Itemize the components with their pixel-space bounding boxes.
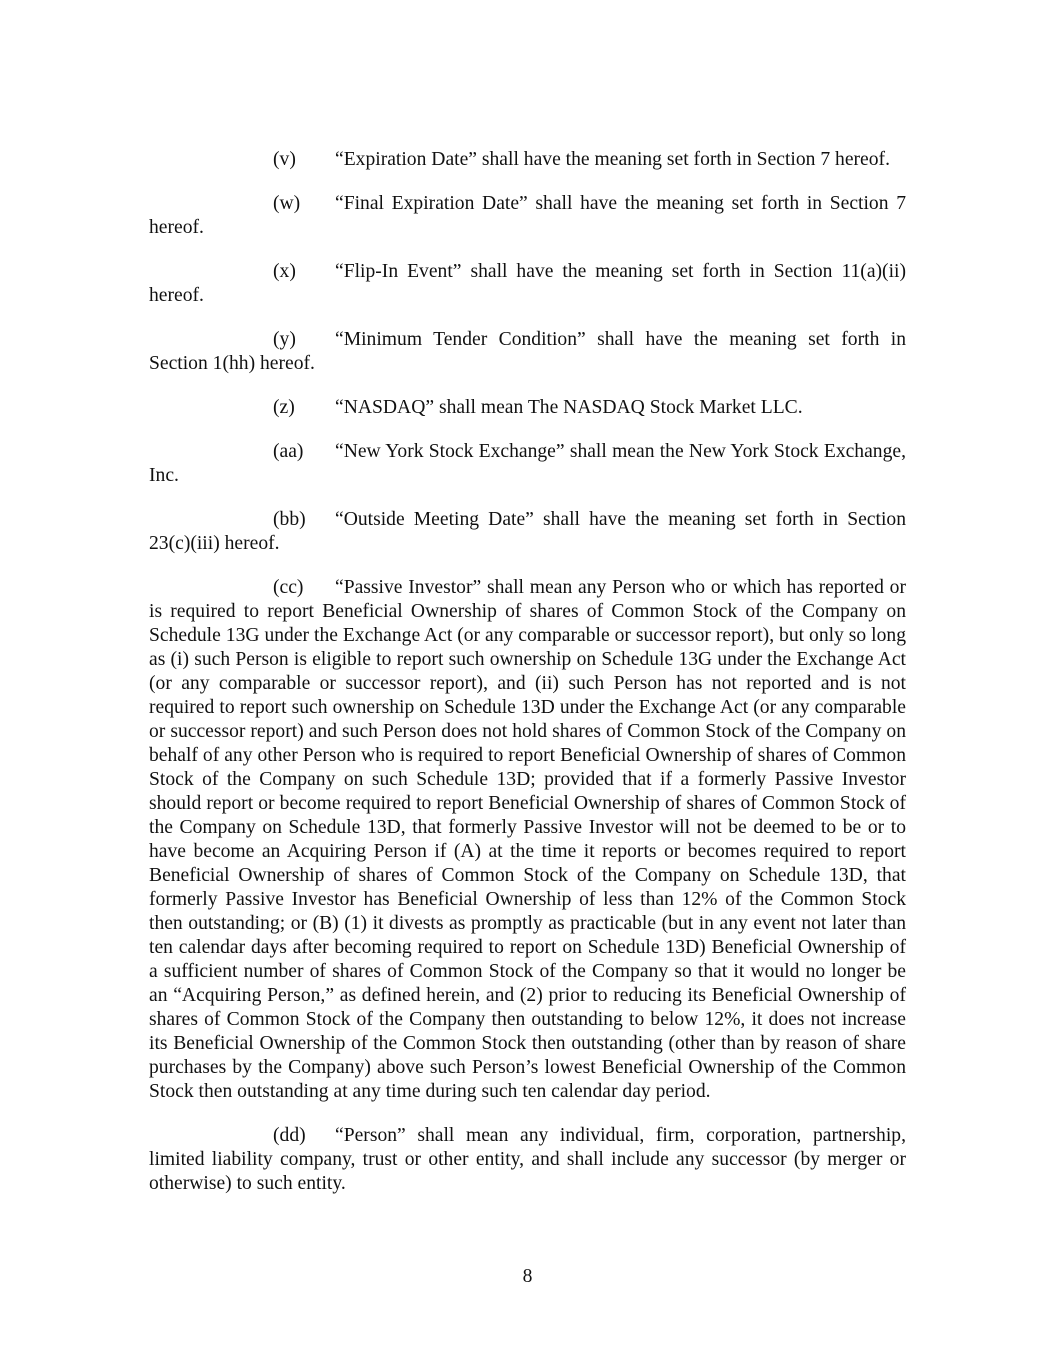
definition-z <box>149 396 906 420</box>
document-page <box>149 148 906 1216</box>
paragraph-text: “Expiration Date” shall have the meaning set forth in Section 7 hereof. <box>335 149 890 170</box>
paragraph-label: (z) <box>273 397 295 418</box>
definition-cc <box>149 576 906 1104</box>
paragraph-label: (y) <box>273 329 296 350</box>
paragraph-text: “NASDAQ” shall mean The NASDAQ Stock Market LLC. <box>335 397 803 418</box>
paragraph-text: “Minimum Tender Condition” shall have the meaning set forth in Section 1(hh) hereof. <box>149 329 906 374</box>
paragraph-text: “Flip-In Event” shall have the meaning set forth in Section 11(a)(ii) hereof. <box>149 261 906 306</box>
paragraph-text: “Person” shall mean any individual, firm, corporation, partnership, limited liability company, trust or other entity, and shall include any successor (by merger or otherwise) to such entity. <box>149 1125 906 1194</box>
paragraph-label: (x) <box>273 261 296 282</box>
definition-aa <box>149 440 906 488</box>
paragraph-label: (cc) <box>273 577 304 598</box>
definition-dd <box>149 1124 906 1196</box>
paragraph-text: “Final Expiration Date” shall have the meaning set forth in Section 7 hereof. <box>149 193 906 238</box>
paragraph-label: (dd) <box>273 1125 306 1146</box>
paragraph-label: (w) <box>273 193 301 214</box>
definition-x <box>149 260 906 308</box>
definition-bb <box>149 508 906 556</box>
paragraph-text: “Passive Investor” shall mean any Person who or which has reported or is required to report Beneficial Ownership of shares of Common Stock of the Company on Schedule 13G under the Exchange Act (or any comparable or successor report), but only so long as (i) such Person is eligible to report such ownership on Schedule 13G under the Exchange Act (or any comparable or successor report), and (ii) such Person has not reported and is not required to report such ownership on Schedule 13D under the Exchange Act (or any comparable or successor report) and such Person does not hold shares of Common Stock of the Company on behalf of any other Person who is required to report Beneficial Ownership of shares of Common Stock of the Company on such Schedule 13D; provided that if a formerly Passive Investor should report or become required to report Beneficial Ownership of shares of Common Stock of the Company on Schedule 13D, that formerly Passive Investor will not be deemed to be or to have become an Acquiring Person if (A) at the time it reports or becomes required to report Beneficial Ownership of shares of Common Stock of the Company on Schedule 13D, that formerly Passive Investor has Beneficial Ownership of less than 12% of the Common Stock then outstanding; or (B) (1) it divests as promptly as practicable (but in any event not later than ten calendar days after becoming required to report on Schedule 13D) Beneficial Ownership of a sufficient number of shares of Common Stock of the Company so that it would no longer be an “Acquiring Person,” as defined herein, and (2) prior to reducing its Beneficial Ownership of shares of Common Stock of the Company then outstanding to below 12%, it does not increase its Beneficial Ownership of the Common Stock then outstanding (other than by reason of share purchases by the Company) above such Person’s lowest Beneficial Ownership of the Common Stock then outstanding at any time during such ten calendar day period. <box>149 577 906 1102</box>
definition-v <box>149 148 906 172</box>
page-number: 8 <box>522 1266 533 1287</box>
definition-y <box>149 328 906 376</box>
paragraph-label: (v) <box>273 149 296 170</box>
paragraph-label: (bb) <box>273 509 306 530</box>
paragraph-label: (aa) <box>273 441 304 462</box>
definition-w <box>149 192 906 240</box>
paragraph-text: “New York Stock Exchange” shall mean the New York Stock Exchange, Inc. <box>149 441 906 486</box>
paragraph-text: “Outside Meeting Date” shall have the meaning set forth in Section 23(c)(iii) hereof. <box>149 509 906 554</box>
